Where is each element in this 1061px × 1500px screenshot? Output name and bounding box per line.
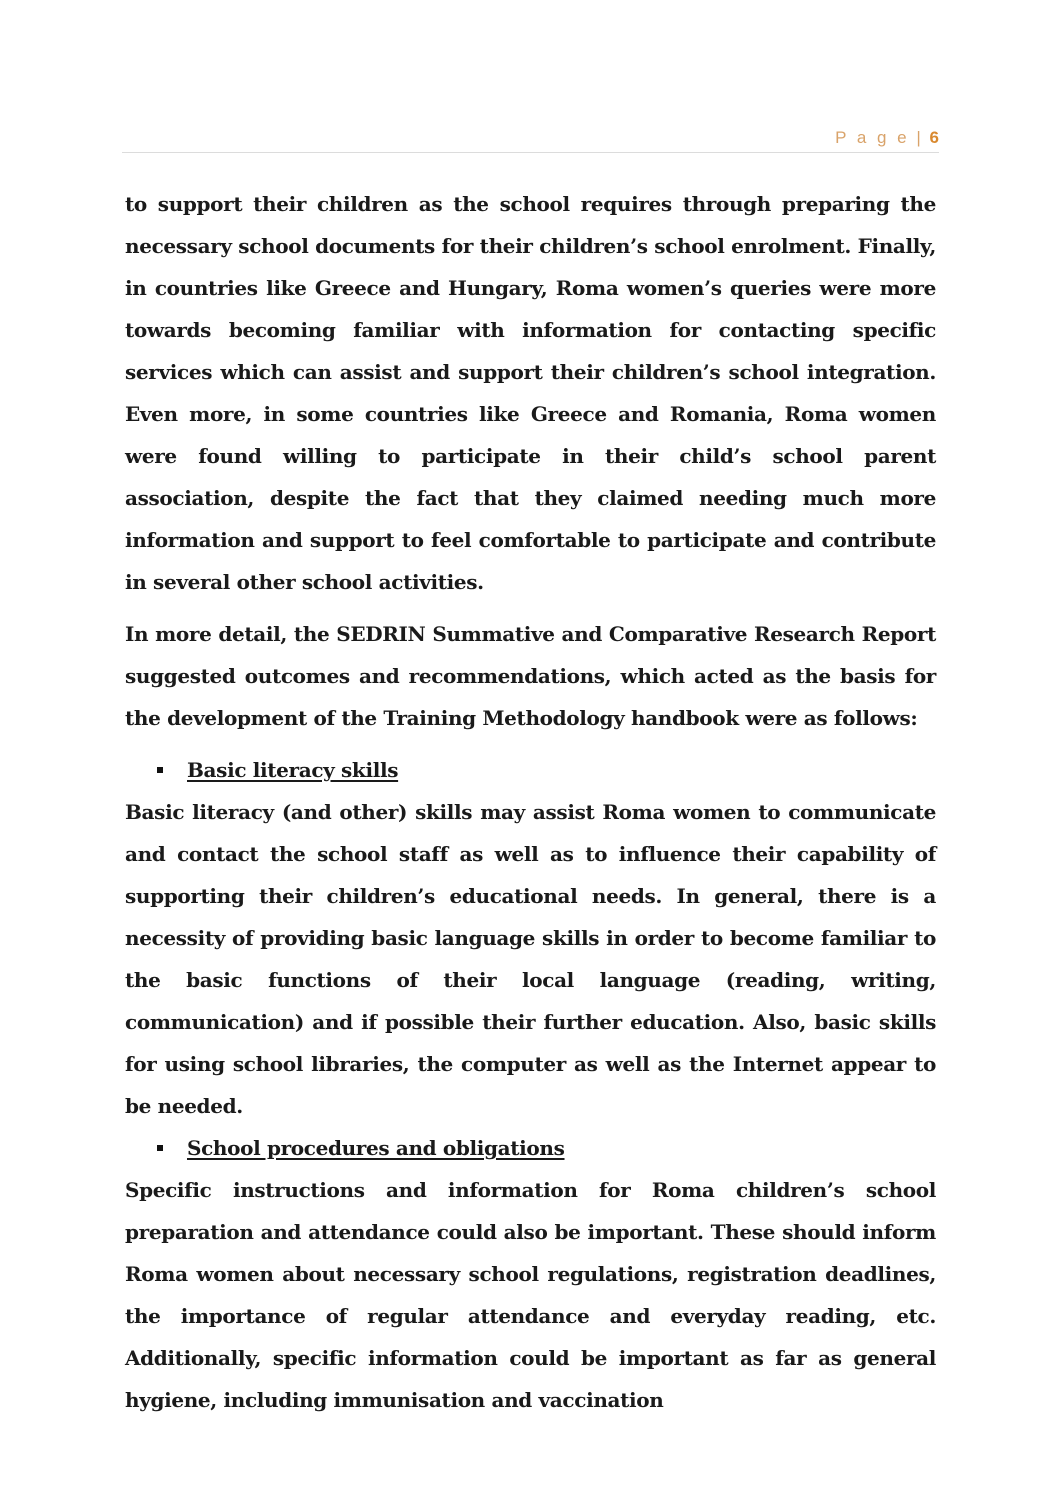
paragraph-sedrin-report: In more detail, the SEDRIN Summative and Comparative Research Report suggested outcomes and recommendations, which acted as the basis for the development of the Training Methodology handbook were as follows:	[125, 622, 936, 730]
paragraph-school-procedures: Specific instructions and information for Roma children’s school preparation and attendance could also be important. These should inform Roma women about necessary school regulations, registration deadlines, the importance of regular attendance and everyday reading, etc. Additionally, specific information could be important as far as general hygiene, including immunisation and vaccination	[125, 1178, 936, 1412]
page-number: 6	[929, 128, 939, 147]
page-header	[122, 126, 939, 153]
square-bullet-icon	[157, 1145, 163, 1151]
paragraph-basic-literacy: Basic literacy (and other) skills may assist Roma women to communicate and contact the school staff as well as to influence their capability of supporting their children’s educational needs. In general, there is a necessity of providing basic language skills in order to become familiar to the basic functions of their local language (reading, writing, communication) and if possible their further education. Also, basic skills for using school libraries, the computer as well as the Internet appear to be needed.	[125, 800, 936, 1118]
square-bullet-icon	[157, 767, 163, 773]
document-body	[125, 183, 936, 1421]
bullet-heading: School procedures and obligations	[187, 1136, 565, 1160]
paragraph-children-support: to support their children as the school requires through preparing the necessary school documents for their children’s school enrolment. Finally, in countries like Greece and Hungary, Roma women’s queries were more towards becoming familiar with information for contacting specific services which can assist and support their children’s school integration. Even more, in some countries like Greece and Romania, Roma women were found willing to participate in their child’s school parent association, despite the fact that they claimed needing much more information and support to feel comfortable to participate and contribute in several other school activities.	[125, 192, 936, 594]
bullet-basic-literacy	[125, 749, 936, 791]
page-label: P a g e	[835, 128, 910, 147]
bullet-school-procedures	[125, 1127, 936, 1169]
bullet-heading: Basic literacy skills	[187, 758, 399, 782]
page-separator: |	[916, 128, 921, 147]
